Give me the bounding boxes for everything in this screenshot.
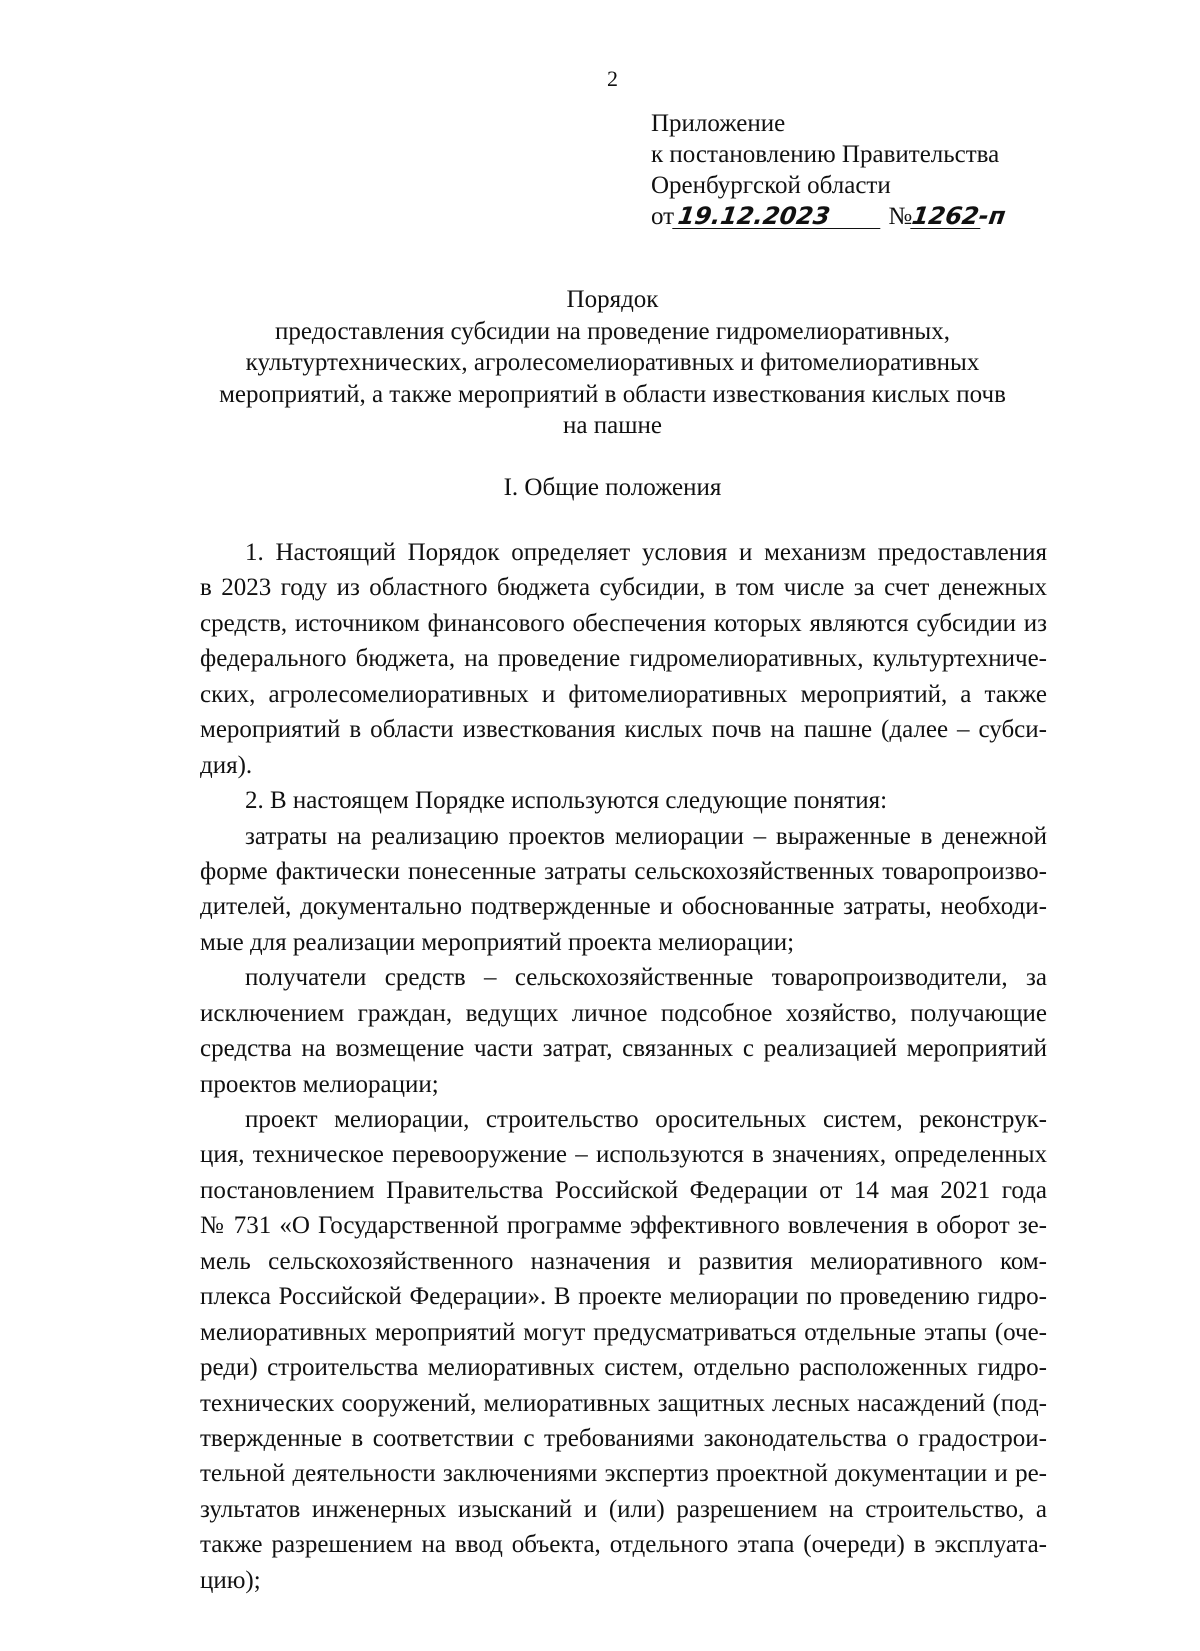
text-line: в 2023 году из областного бюджета субсидии, в том числе за счет денежных [200,574,1047,602]
title-heading: Порядок [566,286,659,313]
text-line: постановлением Правительства Российской Федерации от 14 мая 2021 года [200,1176,1047,1204]
text-line: проект мелиорации, строительство оросительных систем, реконструк- [245,1106,1047,1133]
approval-date-number [651,201,1008,232]
text-line: получатели средств – сельскохозяйственные товаропроизводители, за [245,964,1047,992]
text-line: федерального бюджета, на проведение гидромелиоративных, культуртехниче- [200,645,1047,673]
title-line: на пашне [563,412,662,439]
text-line: ских, агролесомелиоративных и фитомелиоративных мероприятий, а также [200,680,1047,708]
text-line: плекса Российской Федерации». В проекте мелиорации по проведению гидро- [200,1283,1047,1311]
section-heading: I. Общие положения [503,474,722,501]
text-line: ция, техническое перевооружение – используются в значениях, определенных [200,1141,1047,1169]
number-prefix: № [888,203,913,230]
text-line: дия). [200,751,253,779]
text-line: мелиоративных мероприятий могут предусматриваться отдельные этапы (оче- [200,1318,1047,1346]
title-line: культуртехнических, агролесомелиоративных и фитомелиоративных [245,349,980,376]
text-line: мые для реализации мероприятий проекта мелиорации; [200,928,795,956]
text-line: технических сооружений, мелиоративных защитных лесных насаждений (под- [200,1389,1047,1417]
approval-line: к постановлению Правительства [651,141,1000,168]
paragraph [200,819,1047,961]
document-title [180,284,1045,442]
text-line: средства на возмещение части затрат, связанных с реализацией мероприятий [200,1035,1047,1063]
approval-line: Приложение [651,110,786,137]
text-line: реди) строительства мелиоративных систем, отдельно расположенных гидро- [200,1354,1047,1382]
text-line: средств, источником финансового обеспечения которых являются субсидии из [200,609,1047,637]
title-line: мероприятий, а также мероприятий в области известкования кислых почв [219,380,1006,408]
text-line: дителей, документально подтвержденные и обоснованные затраты, необходи- [200,893,1047,921]
text-line: затраты на реализацию проектов мелиорации – выраженные в денежной [245,822,1047,850]
text-line: мероприятий в области известкования кислых почв на пашне (далее – субси- [200,716,1047,744]
text-line: исключением граждан, ведущих личное подсобное хозяйство, получающие [200,999,1047,1027]
document-body [200,535,1047,1598]
text-line: также разрешением на ввод объекта, отдельного этапа (очереди) в эксплуата- [200,1531,1047,1559]
handwritten-number: 1262-п [910,202,1008,230]
text-line: 2. В настоящем Порядке используются следующие понятия: [245,787,888,815]
text-line: 1. Настоящий Порядок определяет условия и механизм предоставления [245,539,1047,566]
text-line: проектов мелиорации; [200,1070,439,1098]
title-line: предоставления субсидии на проведение гидромелиоративных, [275,317,950,345]
page-number: 2 [607,66,618,91]
text-line: зультатов инженерных изысканий и (или) разрешением на строительство, а [200,1495,1047,1523]
text-line: цию); [200,1566,261,1594]
text-line: твержденные в соответствии с требованиями законодательства о градострои- [200,1424,1047,1452]
text-line: мель сельскохозяйственного назначения и развития мелиоративного ком- [200,1247,1047,1275]
handwritten-date: 19.12.2023 [672,204,884,229]
approval-block [651,108,1008,232]
paragraph [200,535,1047,783]
text-line: форме фактически понесенные затраты сельскохозяйственных товаропроизво- [200,857,1047,885]
paragraph [200,960,1047,1102]
paragraph [200,1102,1047,1598]
paragraph [200,783,1047,818]
date-prefix: от [651,203,675,230]
text-line: № 731 «О Государственной программе эффективного вовлечения в оборот зе- [200,1212,1047,1240]
text-line: тельной деятельности заключениями экспертиз проектной документации и ре- [200,1460,1047,1488]
approval-line: Оренбургской области [651,172,891,199]
